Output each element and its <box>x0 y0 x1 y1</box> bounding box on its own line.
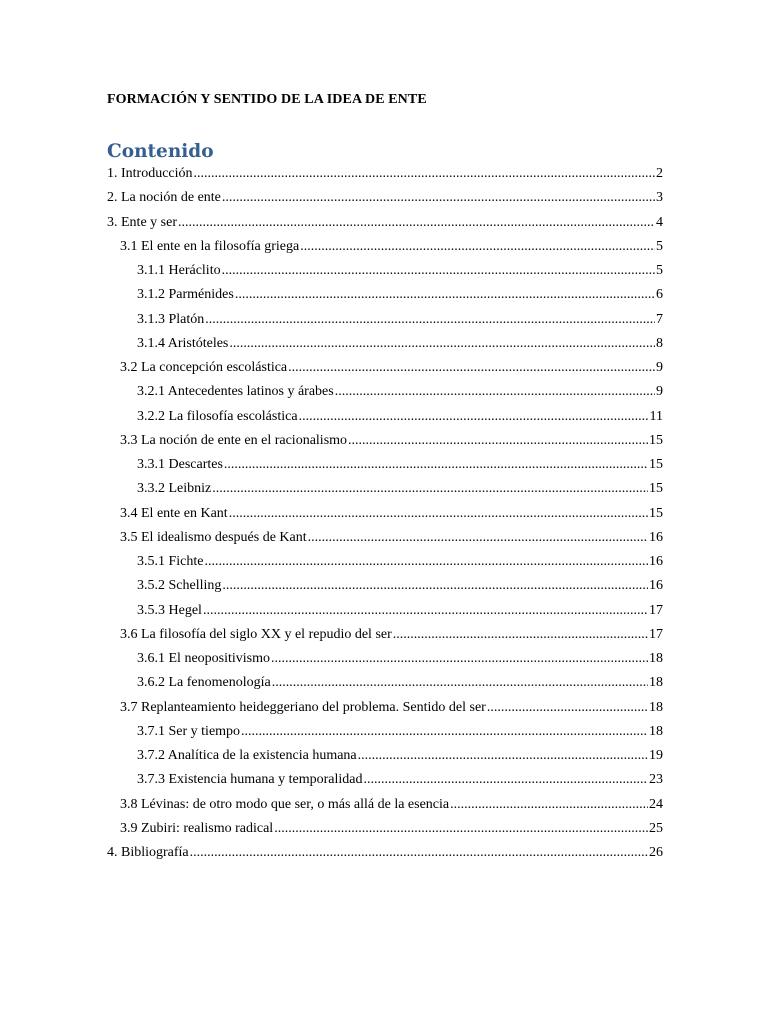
toc-dot-leader <box>393 623 648 647</box>
toc-entry[interactable] <box>107 768 663 792</box>
toc-entry[interactable] <box>107 526 663 550</box>
toc-entry-page-number: 15 <box>649 457 663 472</box>
toc-entry-page-number: 18 <box>649 651 663 666</box>
toc-entry-label: 3. Ente y ser <box>107 214 177 230</box>
toc-entry-label: 3.2.1 Antecedentes latinos y árabes <box>137 384 334 400</box>
toc-entry-page-number: 8 <box>656 335 663 351</box>
toc-entry[interactable] <box>107 696 663 720</box>
document-title: FORMACIÓN Y SENTIDO DE LA IDEA DE ENTE <box>107 92 427 107</box>
toc-entry[interactable] <box>107 453 663 477</box>
toc-entry-label: 3.5.2 Schelling <box>137 578 222 594</box>
toc-dot-leader <box>450 793 648 817</box>
toc-dot-leader <box>288 356 655 380</box>
toc-entry-label: 3.1 El ente en la filosofía griega <box>120 238 300 254</box>
toc-entry-label: 4. Bibliografía <box>107 845 189 860</box>
toc-entry-page-number: 15 <box>649 505 663 521</box>
toc-dot-leader <box>299 405 649 429</box>
toc-dot-leader <box>229 502 648 526</box>
toc-entry[interactable] <box>107 211 663 235</box>
toc-entry-label: 3.6.2 La fenomenología <box>137 675 271 691</box>
toc-entry-page-number: 5 <box>656 263 663 278</box>
toc-entry-page-number: 7 <box>656 311 663 327</box>
toc-dot-leader <box>358 744 648 768</box>
toc-entry-label: 3.7.1 Ser y tiempo <box>137 723 241 739</box>
toc-entry-page-number: 9 <box>656 360 663 375</box>
toc-dot-leader <box>194 162 655 186</box>
toc-entry-page-number: 18 <box>649 699 663 715</box>
toc-entry-label: 1. Introducción <box>107 166 193 181</box>
toc-entry-label: 3.5 El idealismo después de Kant <box>120 529 307 545</box>
toc-entry-label: 3.8 Lévinas: de otro modo que ser, o más allá de la esencia <box>120 796 450 812</box>
toc-dot-leader <box>272 671 648 695</box>
toc-entry-label: 3.7 Replanteamiento heideggeriano del problema. Sentido del ser <box>120 699 486 715</box>
toc-entry[interactable] <box>107 817 663 841</box>
toc-dot-leader <box>178 211 655 235</box>
toc-entry-label: 3.7.2 Analítica de la existencia humana <box>137 748 357 763</box>
toc-entry[interactable] <box>107 744 663 768</box>
toc-entry[interactable] <box>107 162 663 186</box>
toc-dot-leader <box>222 186 655 210</box>
toc-entry-label: 3.1.4 Aristóteles <box>137 335 229 351</box>
toc-entry-page-number: 15 <box>649 432 663 448</box>
toc-entry-page-number: 2 <box>656 166 663 181</box>
toc-entry-page-number: 16 <box>649 529 663 545</box>
toc-dot-leader <box>271 647 648 671</box>
toc-entry-label: 3.3.1 Descartes <box>137 457 223 472</box>
toc-dot-leader <box>190 841 648 865</box>
toc-entry[interactable] <box>107 720 663 744</box>
toc-entry-label: 3.7.3 Existencia humana y temporalidad <box>137 772 363 788</box>
toc-dot-leader <box>229 332 655 356</box>
toc-entry-label: 3.5.3 Hegel <box>137 602 202 618</box>
toc-entry-page-number: 16 <box>649 554 663 569</box>
toc-entry[interactable] <box>107 186 663 210</box>
toc-entry[interactable] <box>107 308 663 332</box>
toc-dot-leader <box>205 550 649 574</box>
toc-heading: Contenido <box>107 141 214 162</box>
table-of-contents <box>107 162 663 865</box>
toc-dot-leader <box>203 599 648 623</box>
toc-entry[interactable] <box>107 574 663 598</box>
toc-dot-leader <box>212 477 648 501</box>
toc-entry-label: 3.1.3 Platón <box>137 311 205 327</box>
toc-entry[interactable] <box>107 259 663 283</box>
toc-entry-page-number: 16 <box>649 578 663 594</box>
toc-entry-page-number: 4 <box>656 214 663 230</box>
toc-entry-label: 3.5.1 Fichte <box>137 554 204 569</box>
toc-entry-page-number: 3 <box>656 190 663 206</box>
toc-entry-page-number: 25 <box>649 820 663 836</box>
toc-entry-page-number: 23 <box>649 772 663 788</box>
toc-dot-leader <box>487 696 648 720</box>
toc-entry[interactable] <box>107 477 663 501</box>
toc-dot-leader <box>224 453 648 477</box>
toc-entry[interactable] <box>107 793 663 817</box>
toc-dot-leader <box>348 429 648 453</box>
toc-entry-page-number: 18 <box>649 675 663 691</box>
toc-entry[interactable] <box>107 502 663 526</box>
toc-dot-leader <box>335 380 655 404</box>
toc-entry-page-number: 17 <box>649 602 663 618</box>
toc-entry-label: 3.6.1 El neopositivismo <box>137 651 270 666</box>
toc-entry[interactable] <box>107 405 663 429</box>
toc-entry-page-number: 5 <box>656 238 663 254</box>
toc-dot-leader <box>235 283 655 307</box>
toc-entry[interactable] <box>107 429 663 453</box>
toc-entry-page-number: 26 <box>649 845 663 860</box>
toc-entry-page-number: 9 <box>656 384 663 400</box>
toc-dot-leader <box>205 308 655 332</box>
toc-entry-label: 3.1.1 Heráclito <box>137 263 221 278</box>
toc-dot-leader <box>300 235 655 259</box>
toc-entry[interactable] <box>107 671 663 695</box>
toc-entry-page-number: 6 <box>656 287 663 303</box>
toc-entry-page-number: 11 <box>649 408 663 424</box>
toc-entry[interactable] <box>107 235 663 259</box>
toc-entry-label: 3.9 Zubiri: realismo radical <box>120 820 274 836</box>
toc-entry-label: 3.1.2 Parménides <box>137 287 234 303</box>
toc-entry-page-number: 19 <box>649 748 663 763</box>
toc-entry[interactable] <box>107 623 663 647</box>
toc-entry[interactable] <box>107 283 663 307</box>
toc-dot-leader <box>241 720 648 744</box>
toc-entry[interactable] <box>107 599 663 623</box>
toc-entry[interactable] <box>107 356 663 380</box>
toc-entry[interactable] <box>107 550 663 574</box>
toc-entry-label: 3.2.2 La filosofía escolástica <box>137 408 298 424</box>
toc-entry[interactable] <box>107 332 663 356</box>
toc-dot-leader <box>222 259 655 283</box>
toc-dot-leader <box>274 817 648 841</box>
toc-entry-page-number: 18 <box>649 723 663 739</box>
toc-dot-leader <box>364 768 649 792</box>
toc-entry-page-number: 24 <box>649 796 663 812</box>
toc-dot-leader <box>308 526 648 550</box>
toc-entry-label: 3.3.2 Leibniz <box>137 481 212 497</box>
toc-entry-page-number: 17 <box>649 626 663 642</box>
toc-entry[interactable] <box>107 380 663 404</box>
toc-entry-label: 3.2 La concepción escolástica <box>120 360 288 375</box>
toc-entry[interactable] <box>107 647 663 671</box>
toc-entry-label: 3.6 La filosofía del siglo XX y el repudio del ser <box>120 626 392 642</box>
toc-entry-label: 2. La noción de ente <box>107 190 221 206</box>
toc-dot-leader <box>222 574 648 598</box>
toc-entry[interactable] <box>107 841 663 865</box>
toc-entry-page-number: 15 <box>649 481 663 497</box>
toc-entry-label: 3.3 La noción de ente en el racionalismo <box>120 432 348 448</box>
toc-entry-label: 3.4 El ente en Kant <box>120 505 228 521</box>
